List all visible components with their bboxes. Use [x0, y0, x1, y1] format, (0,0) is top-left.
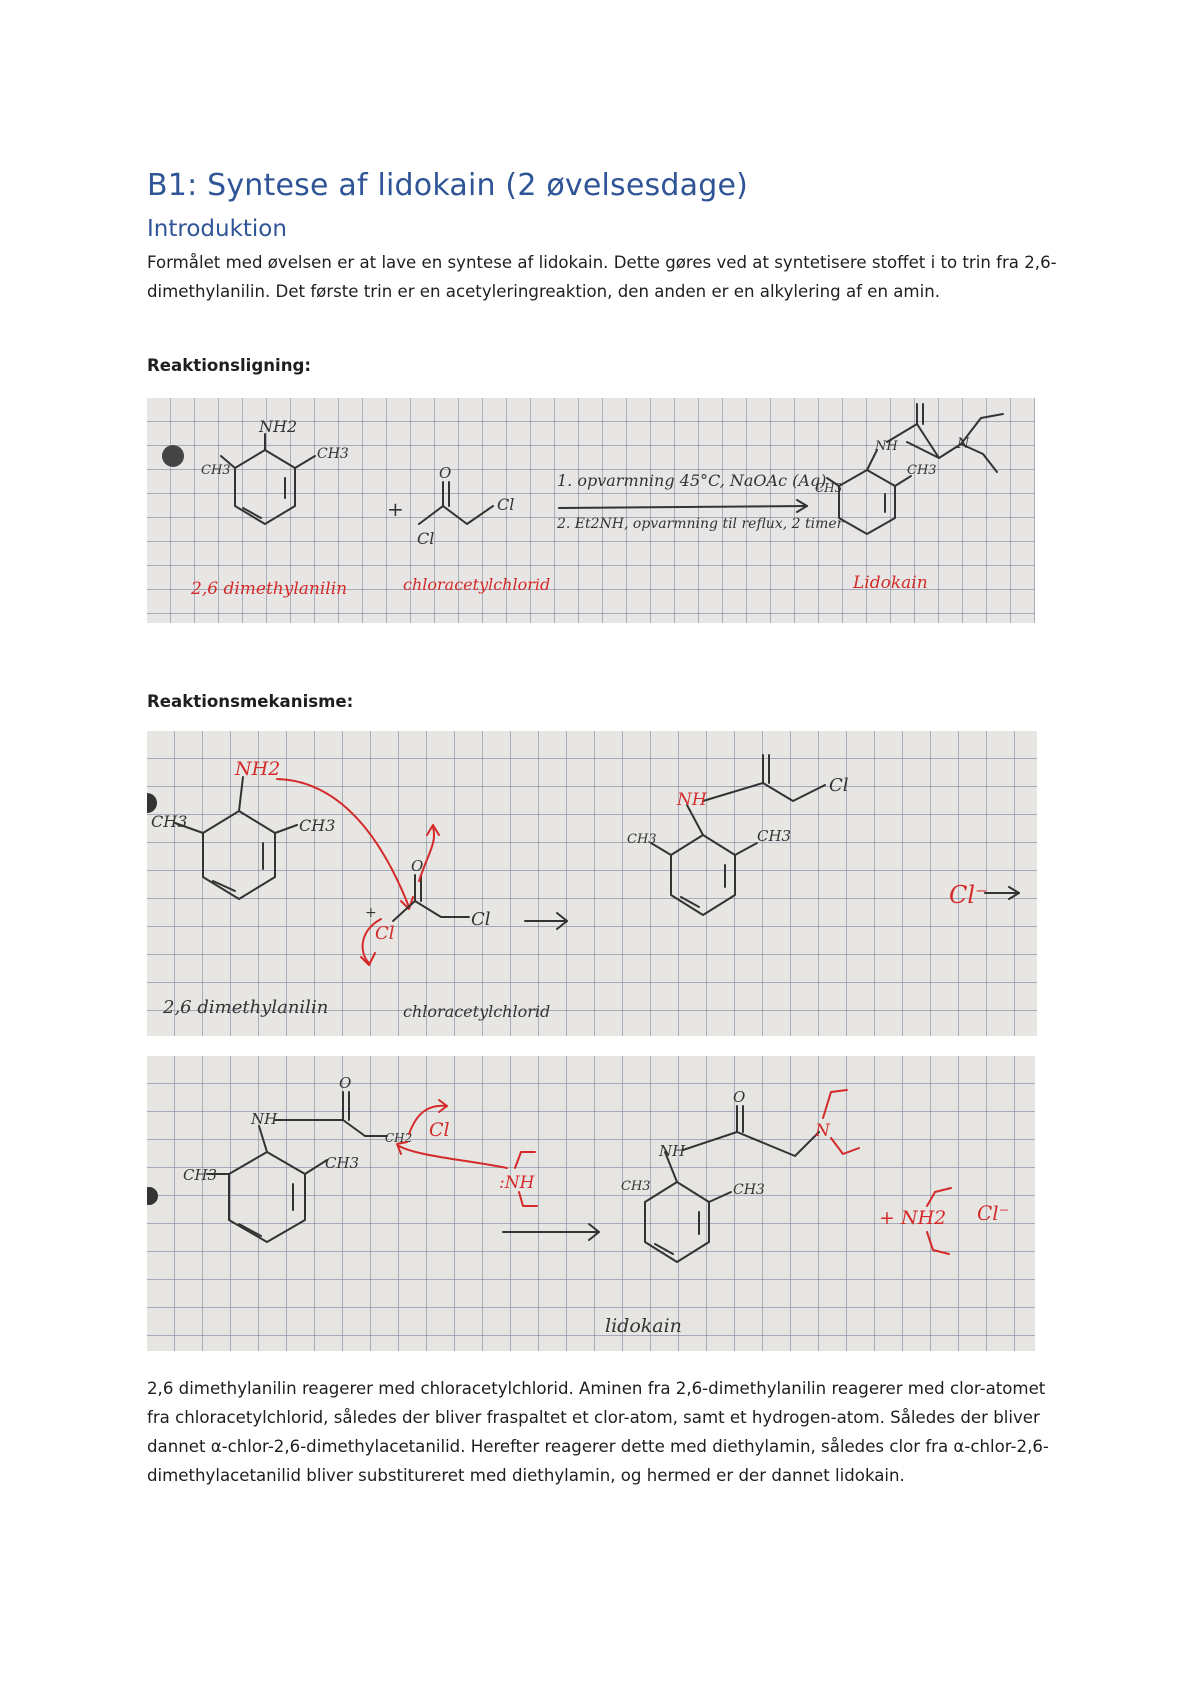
sketch3-ch2: CH2 — [385, 1131, 413, 1145]
sketch1-o: O — [439, 464, 452, 482]
sketch2-ch3-product-left: CH3 — [627, 832, 657, 847]
sketch1-ch3-left: CH3 — [201, 463, 231, 478]
sketch2-nh: NH — [677, 790, 707, 810]
sketch2-cl-left: Cl — [375, 923, 395, 944]
sketch3-label-product: lidokain — [605, 1315, 682, 1337]
reaction-equation-sketch — [147, 398, 1035, 623]
conclusion-paragraph: 2,6 dimethylanilin reagerer med chloracetylchlorid. Aminen fra 2,6-dimethylanilin reagerer med clor-atomet fra chloracetylchlorid, således der bliver fraspaltet et clor-atom, samt et hydrogen-atom. Således der bliver dannet α-chlor-2,6-dimethylacetanilid. Herefter reagerer dette med diethylamin, således clor fra α-chlor-2,6-dimethylacetanilid bliver substitureret med diethylamin, og hermed er der dannet lidokain. — [147, 1379, 1049, 1485]
sketch1-step1: 1. opvarmning 45°C, NaOAc (Aq) — [557, 471, 827, 490]
mechanism-label: Reaktionsmekanisme: — [147, 692, 354, 711]
section-heading: Introduktion — [147, 216, 287, 242]
sketch3-ch3-right: CH3 — [325, 1154, 360, 1172]
sketch1-cl-right: Cl — [497, 495, 515, 514]
sketch2-cl-product: Cl — [829, 775, 849, 796]
sketch3-ch3-product-right: CH3 — [733, 1182, 765, 1198]
sketch1-n: N — [957, 436, 970, 452]
sketch1-ch3-right: CH3 — [317, 446, 349, 462]
page-title: B1: Syntese af lidokain (2 øvelsesdage) — [147, 168, 749, 203]
sketch3-cl-minus: Cl⁻ — [977, 1201, 1010, 1225]
sketch1-ch3-product-left: CH3 — [815, 481, 843, 495]
sketch2-plus: + — [365, 905, 377, 921]
sketch3-o: O — [339, 1074, 352, 1092]
reaction-label: Reaktionsligning: — [147, 356, 312, 375]
sketch2-o: O — [411, 857, 424, 875]
sketch3-nh-amine: :NH — [499, 1173, 535, 1193]
mechanism-step2-drawing — [147, 1056, 1035, 1351]
mechanism-step1-drawing — [147, 731, 1037, 1036]
sketch3-ch3-left: CH3 — [183, 1166, 218, 1184]
sketch2-cl-right: Cl — [471, 909, 491, 930]
sketch2-ch3-left: CH3 — [151, 812, 188, 831]
sketch2-label-reactant: 2,6 dimethylanilin — [163, 997, 329, 1018]
reaction-equation-drawing — [147, 398, 1035, 623]
sketch3-o-product: O — [733, 1088, 746, 1106]
sketch3-nh: NH — [251, 1110, 278, 1128]
sketch3-nh2-plus: + NH2 — [879, 1207, 947, 1229]
sketch1-nh: NH — [875, 439, 898, 454]
sketch2-ch3-product-right: CH3 — [757, 827, 792, 845]
sketch1-label-product: Lidokain — [853, 573, 928, 593]
mechanism-step1-sketch — [147, 731, 1037, 1036]
sketch1-plus: + — [387, 497, 404, 521]
sketch1-label-reactant: 2,6 dimethylanilin — [191, 579, 348, 599]
sketch1-cl-left: Cl — [417, 529, 435, 548]
sketch2-cl-minus: Cl⁻ — [949, 881, 988, 909]
mechanism-step2-sketch — [147, 1056, 1035, 1351]
intro-paragraph: Formålet med øvelsen er at lave en syntese af lidokain. Dette gøres ved at syntetisere stoffet i to trin fra 2,6-dimethylanilin. Det første trin er en acetyleringreaktion, den anden er en alkylering af en amin. — [147, 253, 1057, 301]
sketch2-nh2: NH2 — [235, 758, 281, 780]
sketch3-ch3-product-left: CH3 — [621, 1179, 651, 1194]
binder-hole-icon — [162, 445, 184, 467]
sketch1-ch3-product-right: CH3 — [907, 463, 937, 478]
sketch3-n-product: N — [815, 1121, 830, 1141]
sketch1-label-reagent: chloracetylchlorid — [403, 575, 551, 594]
sketch1-step2: 2. Et2NH, opvarmning til reflux, 2 timer — [557, 516, 844, 532]
sketch1-nh2: NH2 — [259, 417, 298, 436]
sketch2-ch3-right: CH3 — [299, 816, 336, 835]
sketch3-nh-product: NH — [659, 1142, 686, 1160]
sketch2-label-reagent: chloracetylchlorid — [403, 1002, 551, 1021]
sketch3-cl: Cl — [429, 1119, 450, 1141]
